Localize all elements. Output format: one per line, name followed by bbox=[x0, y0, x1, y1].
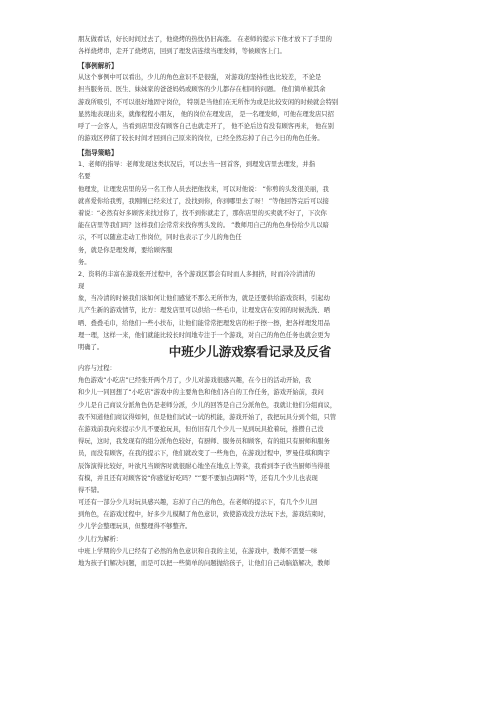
text-line: 少儿是自己商议分派角色仍是老师分派，少儿的回答是自己分派角色，我就让他们分组商议， bbox=[78, 401, 337, 409]
text-line: 内容与过程： bbox=[78, 365, 116, 372]
page-title: 中班少儿游戏察看记录及反省 bbox=[168, 344, 332, 359]
observation-record-section bbox=[78, 363, 424, 570]
text-line: 少儿学会整理玩具，但整理得不够整齐。 bbox=[78, 523, 192, 531]
text-line: 辰饰演得比较好，叶欲凡当顾客时就很耐心地坐在地点上等菜，我看到李子欣当厨师当得很 bbox=[78, 462, 330, 470]
text-line: 呼了一会客人，当看到店里没有顾客自己也就走开了， 他不论后边有没有顾客再来， 他在别 bbox=[78, 122, 334, 130]
text-line: 我不知道他们商议得如何，但是他们试试一试的机能，游戏开始了，我把玩具分到个组，只管 bbox=[78, 413, 337, 421]
text-line: 理一理，这样一来，他们就能比较长时间地专注于一个游戏，对自己的角色任务也就会更为 bbox=[78, 331, 330, 339]
text-line: 明确了。 bbox=[78, 344, 104, 351]
text-line: 在游戏前我向来提示少儿不要抢玩具，但仿旧有几个少儿一见到玩具抢着玩，推攒自己没 bbox=[78, 425, 324, 433]
text-line: 他理发，让理发店里的另一名工作人员去把他找来，可以对他说： “你剪的头发很美丽，我 bbox=[78, 185, 329, 193]
text-line: 地为孩子们解决问题，而是可以把一些简单的问题抛给孩子，让他们自己动脑筋解决，教师 bbox=[78, 560, 330, 567]
case-story-continued bbox=[78, 34, 424, 58]
text-line: 能在店里等我们吗？这样我们会常常来找你剪头发的。 ”教师用自己的角色身份给少儿以暗 bbox=[78, 222, 329, 230]
case-analysis-heading: 【事例解析】 bbox=[78, 62, 118, 70]
text-line: 现 bbox=[78, 283, 85, 291]
text-line: 担当服务员、医生、妹妹家的爸爸妈妈或顾客的少儿都存在相同的问题。 他们简单被其余 bbox=[78, 86, 326, 94]
text-line: 员，而没有顾客，在我的提示下，他们就改变了一些角色，在游戏过程中，罗曼佳琪和陶宇 bbox=[78, 450, 330, 458]
text-line: 的游戏区停留了较长时间才回到自己原来的岗位，已经全然忘掉了自己今日的角色任务。 bbox=[78, 135, 324, 143]
text-line: 各样烧烤串，走开了烧烤店，回到了理发店连续当理发师，等候顾客上门。 bbox=[78, 48, 286, 56]
text-line: 示，不可以随意走动工作岗位，同时也表示了少儿的角色任 bbox=[78, 234, 242, 242]
text-line: 显然地表现出来，就像程程小朋友， 他的岗位在理发店， 是一名理发师，可他在理发店只招 bbox=[78, 110, 334, 118]
text-line: 儿产生新的游戏情节，比方：理发店里可以供给一些毛巾，让理发店在安闲的时候洗洗、晒 bbox=[78, 307, 330, 315]
text-line: 1、老师的指导：老师发现这类状况后，可以去当一回首客，到理发店里去理发，并指 bbox=[78, 161, 315, 169]
text-line: 2、资料的丰富在游戏张开过程中，各个游戏区都会有时而人多拥挤，时而冷冷清清的 bbox=[78, 270, 315, 278]
text-line: 到角色，在游戏过程中，好多少儿模糊了角色意识，致使游戏没方法玩下去，游戏结束时， bbox=[78, 511, 330, 519]
text-line: 务，就是你是理发师，要给顾客服 bbox=[78, 246, 173, 254]
text-line: 中班上学期的少儿已经有了必然的角色意识和自我的主见，在游戏中，教师不需要一味 bbox=[78, 547, 318, 555]
text-line: 角色游戏“小吃店”已经张开两个月了，少儿对游戏很感兴趣，在今日的活动开始，我 bbox=[78, 377, 312, 385]
text-line: 名要 bbox=[78, 173, 91, 181]
text-line: 可还有一部分少儿对玩具感兴趣，忘掉了自己的角色，在老师的提示下，有几个少儿回 bbox=[78, 499, 318, 507]
text-line: 得玩，这时，我发现有的组分派角色较好，有厨师、服务员和顾客，有的组只有厨师和服务 bbox=[78, 438, 330, 446]
text-line: 象，当冷清的时候我们该如何让他们感觉不那么无所作为，就是还要供给游戏资料，引起幼 bbox=[78, 295, 330, 303]
text-line: 和少儿一同回想了“小吃店”游戏中的主要角色和他们各自的工作任务，游戏开始前，我问 bbox=[78, 389, 324, 397]
guidance-strategy-section bbox=[78, 147, 424, 354]
text-line: 着说：“必然有好多顾客来找过你了，找不到你就走了，那你店里的买卖就不好了，下次你 bbox=[78, 209, 327, 217]
text-line: 就喜爱你给我剪，我刚刚已经来过了，没找到你，你到哪里去了呀！ ”等他回答完后可以接 bbox=[78, 197, 329, 205]
text-line: 有模，并且还有对顾客说“你感觉好吃吗？”“要不要加点调料”等，还有几个少儿也表现 bbox=[78, 474, 318, 482]
text-line: 晒、叠叠毛巾，给他们一些小扶布，让他们能常常把理发店的柜子擦一擦，把各样理发用品 bbox=[78, 319, 330, 327]
text-line: 朋友做看话，好长时间过去了，他烧烤的热忱仍旧高涨。 在老师的提示下他才放下了手里的 bbox=[78, 36, 332, 43]
text-line: 得不错。 bbox=[78, 486, 104, 494]
text-line: 少儿行为解析： bbox=[78, 535, 123, 543]
case-analysis-section bbox=[78, 60, 424, 145]
guidance-strategy-heading: 【指导策略】 bbox=[78, 149, 118, 157]
text-line: 从这个事例中可以看出，少儿的角色意识不是很强， 对游戏的坚持性也比较差， 不论是 bbox=[78, 74, 322, 82]
text-line: 游戏所吸引，不可以很好地固守岗位， 特别是当他们在无所作为或是比较安闲的时候就会特别 bbox=[78, 98, 339, 106]
text-line: 务。 bbox=[78, 258, 91, 266]
